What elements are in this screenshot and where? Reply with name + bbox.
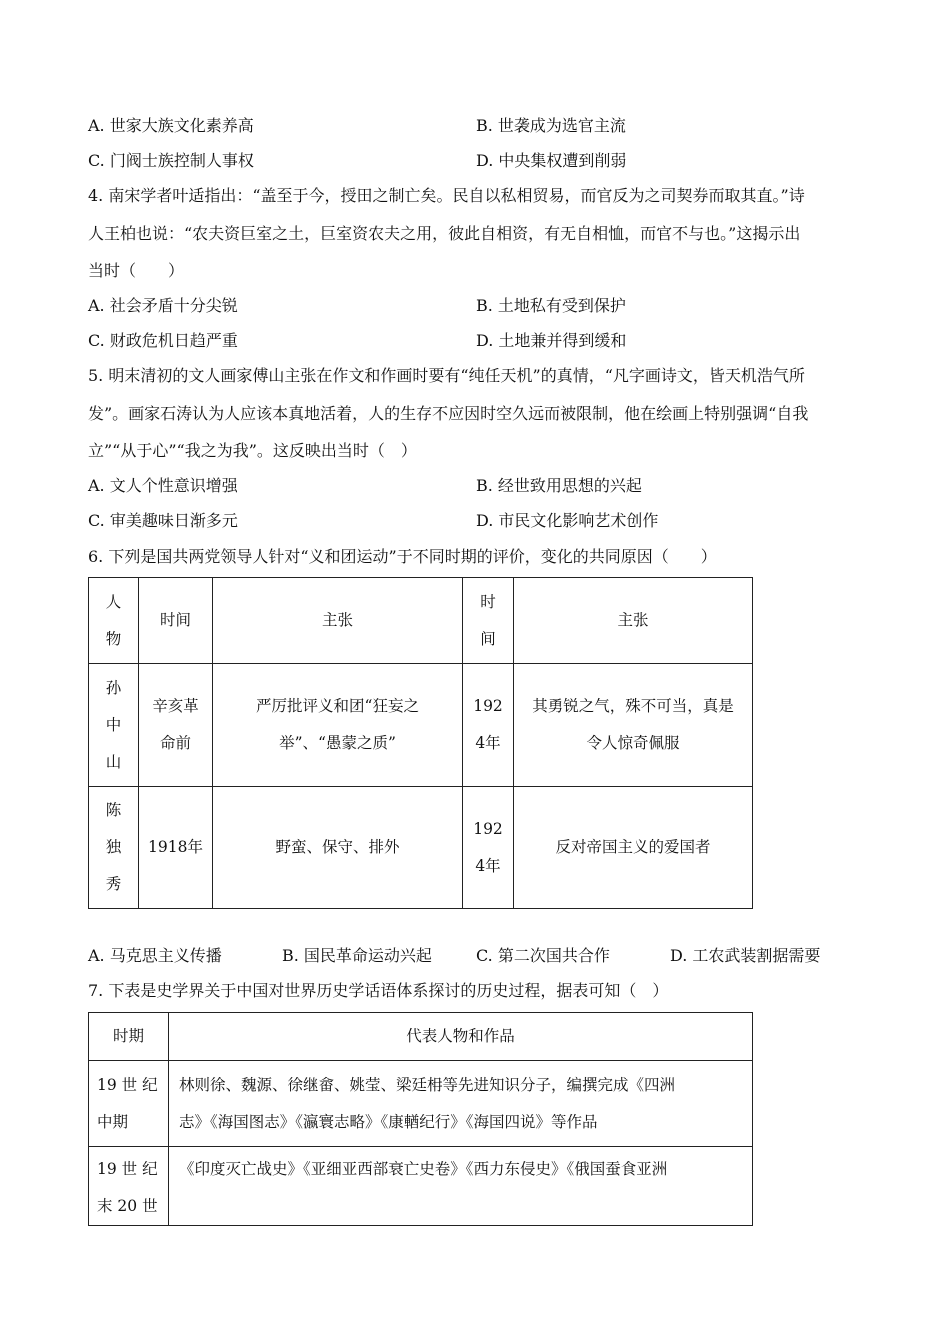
q7-table-header-row xyxy=(89,1013,753,1061)
q7-row1-works-line-2: 志》《海国图志》《瀛寰志略》《康輶纪行》《海国四说》等作品 xyxy=(179,1112,598,1131)
q5-option-b[interactable]: B. 经世致用思想的兴起 xyxy=(476,476,642,495)
q6-row1-time2-line-2: 4年 xyxy=(475,734,501,752)
q7-row1-works-line-1: 林则徐、魏源、徐继畲、姚莹、梁廷枏等先进知识分子，编撰完成《四洲 xyxy=(179,1075,676,1094)
q6-header-time2-char-1: 时 xyxy=(480,592,496,611)
q7-row2-works xyxy=(169,1147,753,1226)
q6-row1-time-line-1: 辛亥革 xyxy=(152,697,199,715)
q7-stem: 7. 下表是史学界关于中国对世界历史学话语体系探讨的历史过程，据表可知（ ） xyxy=(88,981,669,1000)
q6-option-c[interactable]: C. 第二次国共合作 xyxy=(476,946,610,965)
q6-row1-claim2-line-1: 其勇锐之气，殊不可当，真是 xyxy=(532,697,734,715)
q6-header-claim2: 主张 xyxy=(514,578,753,664)
q4-stem-line-1: 4. 南宋学者叶适指出：“盖至于今，授田之制亡矣。民自以私相贸易，而官反为之司契券而取其直。”诗 xyxy=(88,186,805,205)
q6-row2-time2 xyxy=(463,787,514,909)
q6-option-b[interactable]: B. 国民革命运动兴起 xyxy=(282,946,432,965)
q6-header-time: 时间 xyxy=(139,578,213,664)
table-row xyxy=(89,1061,753,1147)
q7-header-works: 代表人物和作品 xyxy=(169,1013,753,1061)
q5-stem-line-2: 发”。画家石涛认为人应该本真地活着，人的生存不应因时空久远而被限制，他在绘画上特别强调“自我 xyxy=(88,404,809,423)
q7-row1-period-line-1: 19 世 纪 xyxy=(97,1075,158,1094)
q7-table xyxy=(88,1012,753,1226)
q4-stem-line-3: 当时（ ） xyxy=(88,261,185,280)
q6-row2-time xyxy=(139,787,213,909)
q7-row1-works xyxy=(169,1061,753,1147)
q3-option-c[interactable]: C. 门阀士族控制人事权 xyxy=(88,151,254,170)
q6-row2-time-line-1: 1918年 xyxy=(148,838,203,856)
q6-row1-time2 xyxy=(463,664,514,787)
q6-table xyxy=(88,577,753,909)
q7-row2-works-line-1: 《印度灭亡战史》《亚细亚西部衰亡史卷》《西力东侵史》《俄国蚕食亚洲 xyxy=(179,1160,668,1178)
q7-row2-period xyxy=(89,1147,169,1226)
q6-row2-claim-line-1: 野蛮、保守、排外 xyxy=(275,838,400,856)
q6-row2-person-char-2: 独 xyxy=(105,838,122,856)
q6-header-person-char-1: 人 xyxy=(105,592,122,611)
q6-row2-claim2-line-1: 反对帝国主义的爱国者 xyxy=(555,838,711,856)
q6-row2-person-char-1: 陈 xyxy=(105,801,122,819)
q6-header-time2 xyxy=(463,578,514,664)
q5-stem-line-3: 立”“从于心”“我之为我”。这反映出当时（ ） xyxy=(88,441,417,460)
q6-row1-person xyxy=(89,664,139,787)
q6-header-time2-char-2: 间 xyxy=(480,629,496,648)
q4-stem-line-2: 人王柏也说：“农夫资巨室之土，巨室资农夫之用，彼此自相资，有无自相恤，而官不与也。”这揭示出 xyxy=(88,224,801,243)
q6-header-person xyxy=(89,578,139,664)
q6-option-d[interactable]: D. 工农武装割据需要 xyxy=(670,946,821,965)
q6-row1-time xyxy=(139,664,213,787)
q4-option-c[interactable]: C. 财政危机日趋严重 xyxy=(88,331,238,350)
q3-option-a[interactable]: A. 世家大族文化素养高 xyxy=(88,116,254,135)
q6-header-claim: 主张 xyxy=(213,578,463,664)
q6-row2-claim xyxy=(213,787,463,909)
q6-row1-time2-line-1: 192 xyxy=(473,697,503,715)
q7-row1-period xyxy=(89,1061,169,1147)
q7-row1-period-line-2: 中期 xyxy=(97,1112,129,1131)
q6-options-row xyxy=(88,946,868,966)
q6-table-header-row xyxy=(89,578,753,664)
table-row xyxy=(89,1147,753,1226)
q3-option-d[interactable]: D. 中央集权遭到削弱 xyxy=(476,151,627,170)
q4-option-a[interactable]: A. 社会矛盾十分尖锐 xyxy=(88,296,238,315)
q6-row1-time-line-2: 命前 xyxy=(159,734,191,752)
q6-option-a[interactable]: A. 马克思主义传播 xyxy=(88,946,222,965)
q5-options-row-1 xyxy=(88,476,868,496)
q6-row1-person-char-2: 中 xyxy=(105,715,122,734)
q6-row2-person xyxy=(89,787,139,909)
q6-header-person-char-2: 物 xyxy=(105,629,122,648)
q5-option-c[interactable]: C. 审美趣味日渐多元 xyxy=(88,511,238,530)
q7-header-period: 时期 xyxy=(89,1013,169,1061)
q6-row2-claim2 xyxy=(514,787,753,909)
q5-stem-line-1: 5. 明末清初的文人画家傅山主张在作文和作画时要有“纯任天机”的真情，“凡字画诗文，皆天机浩气所 xyxy=(88,366,805,385)
q5-option-a[interactable]: A. 文人个性意识增强 xyxy=(88,476,238,495)
q6-row1-person-char-1: 孙 xyxy=(105,678,122,697)
q4-option-b[interactable]: B. 土地私有受到保护 xyxy=(476,296,626,315)
q6-row1-person-char-3: 山 xyxy=(105,752,122,771)
q3-option-b[interactable]: B. 世袭成为选官主流 xyxy=(476,116,626,135)
q6-row1-claim2 xyxy=(514,664,753,787)
q6-row2-time2-line-2: 4年 xyxy=(475,856,501,875)
table-row xyxy=(89,664,753,787)
q7-row2-period-line-2: 末 20 世 xyxy=(97,1197,158,1215)
q6-row2-time2-line-1: 192 xyxy=(473,819,503,838)
q3-options-row-1 xyxy=(88,116,868,136)
q6-row1-claim-line-1: 严厉批评义和团“狂妄之 xyxy=(256,697,419,715)
q7-row2-period-line-1: 19 世 纪 xyxy=(97,1160,158,1178)
q4-options-row-2 xyxy=(88,331,868,351)
q4-option-d[interactable]: D. 土地兼并得到缓和 xyxy=(476,331,627,350)
q4-options-row-1 xyxy=(88,296,868,316)
q3-options-row-2 xyxy=(88,151,868,171)
q6-row1-claim-line-2: 举”、“愚蒙之质” xyxy=(279,734,396,752)
table-row xyxy=(89,787,753,909)
q6-row1-claim xyxy=(213,664,463,787)
q5-options-row-2 xyxy=(88,511,868,531)
q6-stem: 6. 下列是国共两党领导人针对“义和团运动”于不同时期的评价，变化的共同原因（ ） xyxy=(88,547,717,566)
q6-row1-claim2-line-2: 令人惊奇佩服 xyxy=(586,734,680,752)
q6-row2-person-char-3: 秀 xyxy=(105,875,122,893)
q5-option-d[interactable]: D. 市民文化影响艺术创作 xyxy=(476,511,659,530)
